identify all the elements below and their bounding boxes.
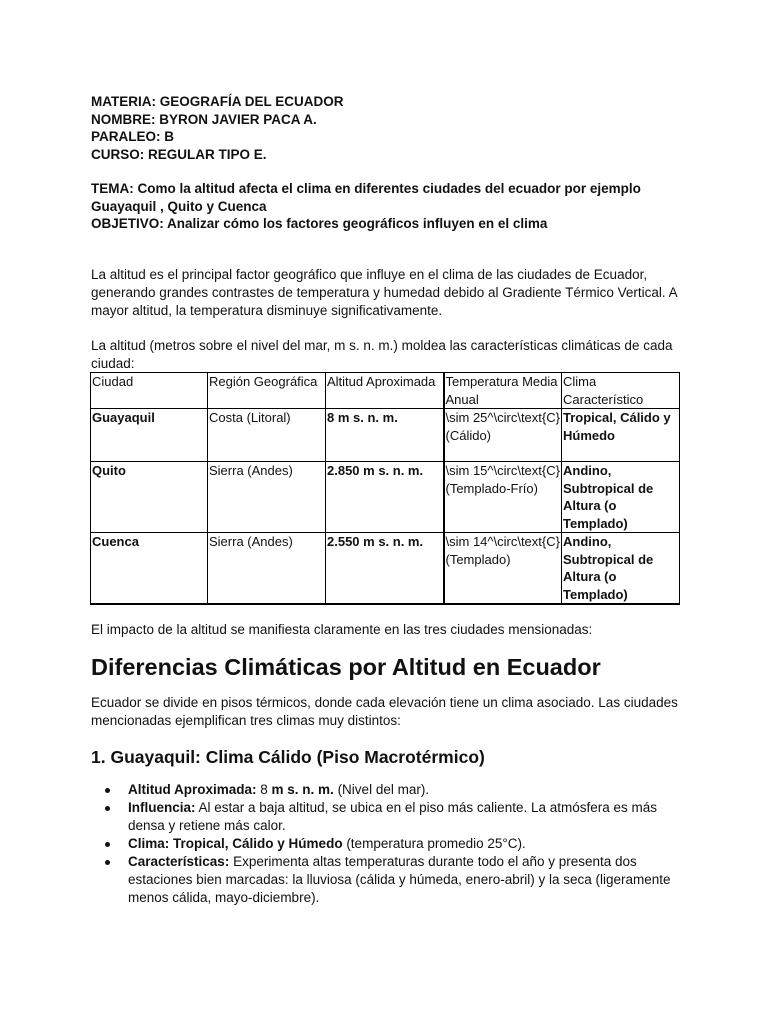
- table-cell: Tropical, Cálido y Húmedo: [562, 409, 680, 462]
- curso-line: CURSO: REGULAR TIPO E.: [91, 146, 267, 162]
- bullet-label: Altitud Aproximada:: [128, 782, 257, 797]
- list-item: [91, 799, 681, 835]
- table-cell: \sim 14^\circ\text{C} (Templado): [444, 533, 562, 605]
- table-cell: Sierra (Andes): [208, 533, 326, 605]
- bullet-pre: 8: [256, 782, 272, 797]
- table-header-row: [91, 373, 680, 409]
- bullet-bold: Tropical, Cálido y Húmedo: [173, 836, 343, 851]
- table-cell: \sim 15^\circ\text{C} (Templado-Frío): [444, 462, 562, 533]
- table-header-cell: Región Geográfica: [208, 373, 326, 409]
- table-intro-paragraph: La altitud (metros sobre el nivel del mar, m s. n. m.) moldea las características climáticas de cada ciudad:: [91, 338, 673, 371]
- intro-paragraph: La altitud es el principal factor geográfico que influye en el clima de las ciudades de Ecuador, generando grandes contrastes de temperatura y humedad debido al Gradiente Térmico Vertical. A mayor altitud, la temperatura disminuye significativamente.: [91, 267, 677, 318]
- table-cell: 2.550 m s. n. m.: [326, 533, 444, 605]
- table-cell: Sierra (Andes): [208, 462, 326, 533]
- climate-table: [90, 372, 680, 605]
- tema-line: TEMA: Como la altitud afecta el clima en diferentes ciudades del ecuador por ejemplo Guayaquil , Quito y Cuenca: [91, 181, 641, 214]
- bullet-text: (temperatura promedio 25°C).: [342, 836, 526, 851]
- list-item: [91, 853, 681, 907]
- objetivo-line: OBJETIVO: Analizar cómo los factores geográficos influyen en el clima: [91, 216, 548, 231]
- table-header-cell: Temperatura Media Anual: [444, 373, 562, 409]
- table-row: [91, 462, 680, 533]
- bullet-label: Clima:: [128, 836, 170, 851]
- bullet-text: (Nivel del mar).: [333, 782, 430, 797]
- topic-block: [91, 180, 691, 233]
- table-row: [91, 409, 680, 462]
- table-header-cell: Ciudad: [91, 373, 208, 409]
- table-cell: Andino, Subtropical de Altura (o Templado): [562, 462, 680, 533]
- table-row: [91, 533, 680, 605]
- section-title: Diferencias Climáticas por Altitud en Ecuador: [91, 654, 601, 680]
- bullet-text: Al estar a baja altitud, se ubica en el piso más caliente. La atmósfera es más densa y retiene más calor.: [128, 800, 658, 833]
- table-header-cell: Altitud Aproximada: [326, 373, 444, 409]
- table-cell: \sim 25^\circ\text{C} (Cálido): [444, 409, 562, 462]
- table-cell: Costa (Litoral): [208, 409, 326, 462]
- table-cell: 2.850 m s. n. m.: [326, 462, 444, 533]
- bullet-icon: [105, 806, 110, 811]
- bullet-icon: [105, 842, 110, 847]
- section-paragraph: Ecuador se divide en pisos térmicos, donde cada elevación tiene un clima asociado. Las ciudades mencionadas ejemplifican tres climas muy distintos:: [91, 695, 678, 728]
- bullet-text: Experimenta altas temperaturas durante todo el año y presenta dos estaciones bien marcadas: la lluviosa (cálida y húmeda, enero-abril) y la seca (ligeramente menos cálida, mayo-diciembre).: [128, 854, 671, 905]
- subsection-title: 1. Guayaquil: Clima Cálido (Piso Macrotérmico): [91, 747, 485, 767]
- bullet-icon: [105, 860, 110, 865]
- table-header-cell: Clima Característico: [562, 373, 680, 409]
- table-cell: Cuenca: [91, 533, 208, 605]
- table-cell: Guayaquil: [91, 409, 208, 462]
- list-item: [91, 835, 681, 853]
- header-block: [91, 93, 344, 163]
- materia-line: MATERIA: GEOGRAFÍA DEL ECUADOR: [91, 94, 344, 109]
- bullet-bold: m s. n. m.: [271, 782, 334, 797]
- bullet-list: [91, 781, 681, 907]
- table-cell: 8 m s. n. m.: [326, 409, 444, 462]
- bullet-icon: [105, 788, 110, 793]
- table-cell: Quito: [91, 462, 208, 533]
- impact-paragraph: El impacto de la altitud se manifiesta claramente en las tres ciudades mensionadas:: [91, 622, 593, 637]
- paralelo-line: PARALEO: B: [91, 129, 174, 144]
- nombre-line: NOMBRE: BYRON JAVIER PACA A.: [91, 111, 317, 127]
- bullet-label: Influencia:: [128, 800, 196, 815]
- bullet-label: Características:: [128, 854, 230, 869]
- list-item: [91, 781, 681, 799]
- table-cell: Andino, Subtropical de Altura (o Templado): [562, 533, 680, 605]
